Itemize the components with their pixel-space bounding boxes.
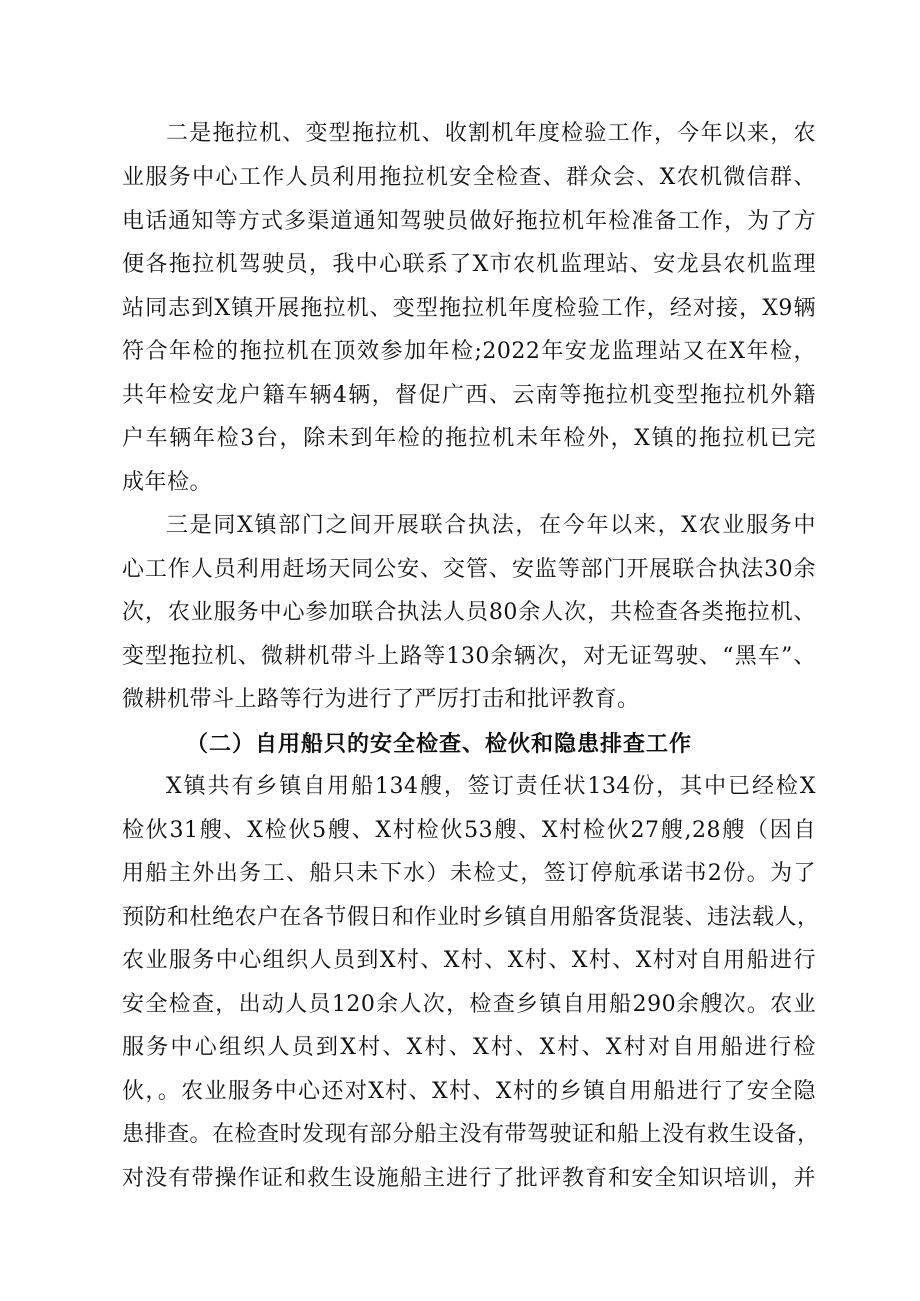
paragraph-line: 检伙31艘、X检伙5艘、X村检伙53艘、X村检伙27艘,28艘（因自 xyxy=(122,818,816,843)
paragraph-line: 对没有带操作证和救生设施船主进行了批评教育和安全知识培训，并 xyxy=(122,1166,816,1191)
paragraph-line: 患排查。在检查时发现有部分船主没有带驾驶证和船上没有救生设备， xyxy=(122,1122,820,1147)
paragraph-line: 户车辆年检3台，除未到年检的拖拉机未年检外，X镇的拖拉机已完 xyxy=(122,426,816,451)
paragraph-line: 用船主外出务工、船只未下水）未检丈，签订停航承诺书2份。为了 xyxy=(122,861,816,886)
paragraph-line: 微耕机带斗上路等行为进行了严厉打击和批评教育。 xyxy=(122,687,640,712)
paragraph-line: 电话通知等方式多渠道通知驾驶员做好拖拉机年检准备工作，为了方 xyxy=(122,209,816,234)
section-heading: （二）自用船只的安全检查、检伙和隐患排查工作 xyxy=(186,731,693,757)
paragraph-line: 心工作人员利用赶场天同公安、交管、安监等部门开展联合执法30余 xyxy=(122,557,816,582)
paragraph-line: 安全检查，出动人员120余人次，检查乡镇自用船290余艘次。农业 xyxy=(122,992,817,1017)
paragraph-line: 农业服务中心组织人员到X村、X村、X村、X村、X村对自用船进行 xyxy=(122,948,816,973)
paragraph-line: 业服务中心工作人员利用拖拉机安全检查、群众会、X农机微信群、 xyxy=(122,165,816,190)
paragraph-line: 服务中心组织人员到X村、X村、X村、X村、X村对自用船进行检 xyxy=(122,1035,816,1060)
paragraph-line: 预防和杜绝农户在各节假日和作业时乡镇自用船客货混装、违法载人， xyxy=(122,905,820,930)
paragraph-line: 伙，。农业服务中心还对X村、X村、X村的乡镇自用船进行了安全隐 xyxy=(122,1079,816,1104)
paragraph-line: 共年检安龙户籍车辆4辆，督促广西、云南等拖拉机变型拖拉机外籍 xyxy=(122,383,816,408)
paragraph-line: 站同志到X镇开展拖拉机、变型拖拉机年度检验工作，经对接，X9辆 xyxy=(122,296,816,321)
paragraph-line: 成年检。 xyxy=(122,470,213,495)
paragraph-line: 次，农业服务中心参加联合执法人员80余人次，共检查各类拖拉机、 xyxy=(122,600,816,625)
paragraph-line: 便各拖拉机驾驶员，我中心联系了X市农机监理站、安龙县农机监理 xyxy=(122,252,816,277)
paragraph-line: 三是同X镇部门之间开展联合执法，在今年以来，X农业服务中 xyxy=(166,513,816,538)
paragraph-line: 二是拖拉机、变型拖拉机、收割机年度检验工作，今年以来，农 xyxy=(166,121,816,146)
paragraph-line: 变型拖拉机、微耕机带斗上路等130余辆次，对无证驾驶、“黑车”、 xyxy=(122,644,816,669)
paragraph-line: 符合年检的拖拉机在顶效参加年检;2022年安龙监理站又在X年检， xyxy=(122,339,816,364)
paragraph-line: X镇共有乡镇自用船134艘，签订责任状134份，其中已经检X xyxy=(166,774,816,799)
